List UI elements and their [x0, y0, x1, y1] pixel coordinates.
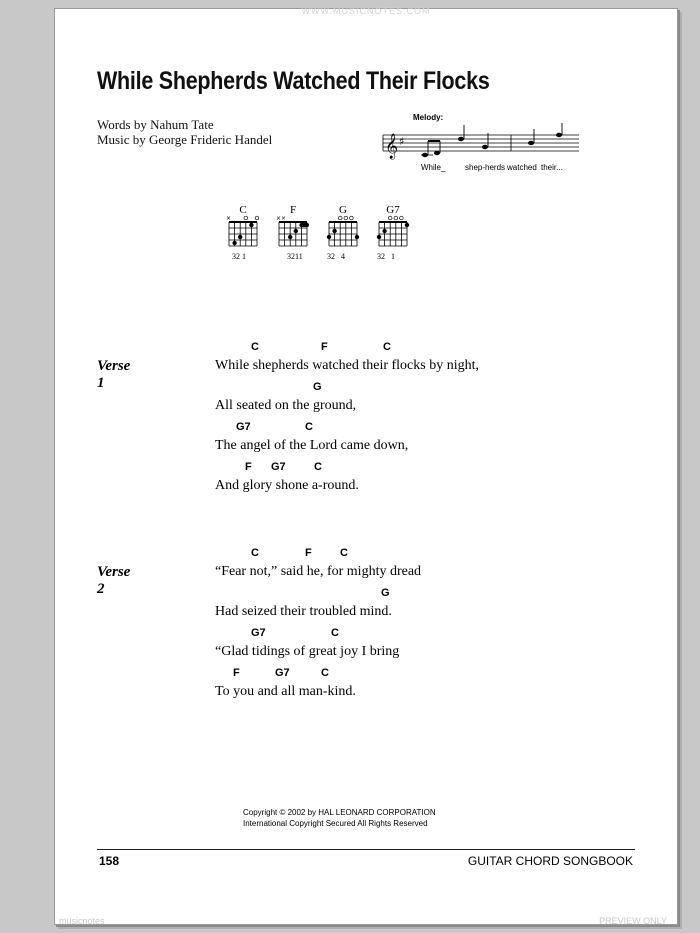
chord-row — [215, 341, 635, 357]
sheet-page — [54, 8, 678, 925]
copyright-notice — [243, 807, 436, 829]
chord-symbol: C — [321, 667, 329, 679]
chord-row — [215, 547, 635, 563]
melody-lyric-word: watched — [507, 163, 537, 172]
chord-symbol: F — [305, 547, 312, 559]
copyright-line: International Copyright Secured All Rights Reserved — [243, 819, 428, 828]
lyric-text: To you and all man-kind. — [215, 684, 356, 699]
chord-fingering: 32 1 — [377, 252, 395, 261]
watermark-bottom-left: musicnotes — [59, 916, 105, 926]
lyric-text: “Fear not,” said he, for mighty dread — [215, 564, 422, 579]
chord-diagram-g — [323, 204, 363, 270]
copyright-line: Copyright © 2002 by HAL LEONARD CORPORATION — [243, 808, 436, 817]
chord-symbol: C — [383, 341, 391, 353]
chord-row — [215, 461, 635, 477]
lyric-text: “Glad tidings of great joy I bring — [215, 644, 400, 659]
lyric-line — [215, 627, 635, 667]
book-title: GUITAR CHORD SONGBOOK — [467, 854, 633, 868]
chord-row — [215, 667, 635, 683]
chord-symbol: G7 — [236, 421, 251, 433]
credits — [97, 117, 272, 147]
chord-symbol: F — [321, 341, 328, 353]
chord-symbol: G7 — [251, 627, 266, 639]
watermark-bottom: PREVIEW ONLY — [599, 916, 667, 926]
chord-diagram-name: G7 — [386, 204, 400, 216]
melody-lyric-word: shep-herds — [465, 163, 506, 172]
svg-text:××: ×× — [276, 215, 287, 222]
chord-row — [215, 587, 635, 603]
chord-symbol: C — [305, 421, 313, 433]
chord-symbol: F — [233, 667, 240, 679]
chord-symbol: C — [251, 341, 259, 353]
verse-label: Verse 1 — [97, 358, 131, 391]
lyric-text: Had seized their troubled mind. — [215, 604, 392, 619]
chord-diagram-c — [223, 204, 263, 270]
lyric-line — [215, 341, 635, 381]
chord-fingering: 32 4 — [327, 252, 345, 261]
lyric-line — [215, 667, 635, 707]
chord-diagram-name: C — [239, 204, 247, 216]
chord-fingering: 32 1 — [232, 252, 246, 261]
melody-lyric-word: While_ — [421, 163, 446, 172]
fretboard-grid — [373, 214, 413, 252]
page-number: 158 — [99, 854, 120, 868]
lyric-text: And glory shone a-round. — [215, 478, 359, 493]
chord-symbol: G7 — [275, 667, 290, 679]
chord-symbol: G7 — [271, 461, 286, 473]
chord-diagram-name: G — [339, 204, 347, 216]
fretboard-grid — [273, 214, 313, 252]
chord-diagram-name: F — [289, 204, 297, 216]
lyric-line — [215, 381, 635, 421]
chord-symbol: C — [251, 547, 259, 559]
svg-text:♯: ♯ — [399, 135, 405, 148]
footer-divider — [97, 849, 635, 850]
lyric-line — [215, 587, 635, 627]
lyric-line — [215, 461, 635, 501]
verse-label: Verse 2 — [97, 564, 131, 597]
fretboard-grid — [323, 214, 363, 252]
svg-text:×: × — [226, 215, 232, 222]
song-title: While Shepherds Watched Their Flocks — [97, 67, 490, 95]
chord-row — [215, 421, 635, 437]
chord-diagram-f — [273, 204, 313, 270]
chord-symbol: F — [245, 461, 252, 473]
chord-symbol: C — [331, 627, 339, 639]
chord-diagrams — [223, 204, 423, 274]
melody-excerpt — [381, 113, 581, 183]
watermark-top: WWW.MUSICNOTES.COM — [301, 6, 431, 16]
lyric-line — [215, 547, 635, 587]
chord-fingering: 3211 — [287, 252, 303, 261]
chord-row — [215, 627, 635, 643]
chord-symbol: C — [340, 547, 348, 559]
lyric-text: While shepherds watched their flocks by night, — [215, 358, 479, 373]
lyric-text: The angel of the Lord came down, — [215, 438, 409, 453]
chord-symbol: G — [313, 381, 322, 393]
chord-diagram-g7 — [373, 204, 413, 270]
chord-symbol: C — [314, 461, 322, 473]
melody-label: Melody: — [413, 113, 444, 122]
lyric-text: All seated on the ground, — [215, 398, 357, 413]
chord-symbol: G — [381, 587, 390, 599]
svg-text:𝄞: 𝄞 — [385, 134, 399, 159]
fretboard-grid — [223, 214, 263, 252]
melody-lyric-word: their... — [541, 163, 563, 172]
chord-row — [215, 381, 635, 397]
music-credit: Music by George Frideric Handel — [97, 132, 273, 147]
lyric-line — [215, 421, 635, 461]
words-credit: Words by Nahum Tate — [97, 117, 214, 132]
